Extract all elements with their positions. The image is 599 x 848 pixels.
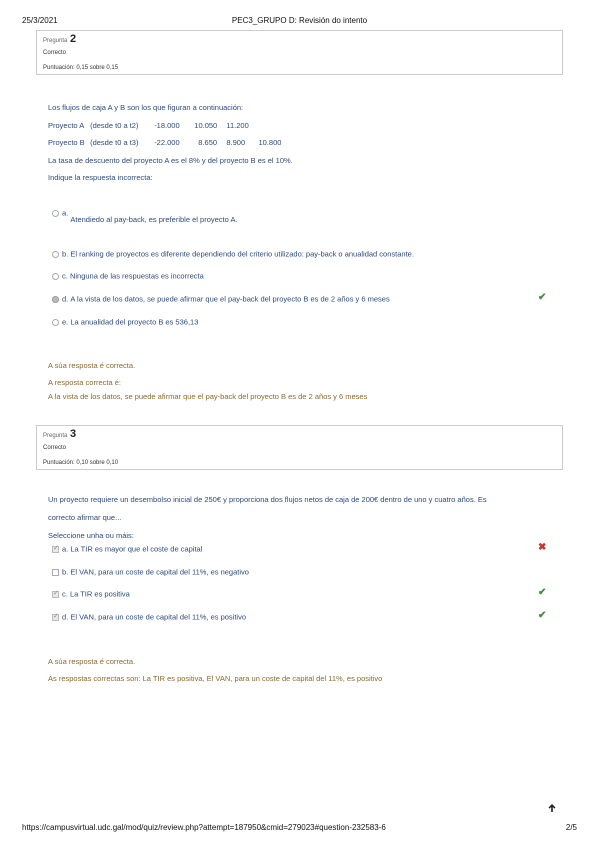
question-text-line: correcto afirmar que...: [48, 512, 122, 522]
q3-feedback: [48, 655, 382, 686]
q3-option-c[interactable]: ✓c. La TIR es positiva: [52, 589, 130, 601]
radio-button-selected[interactable]: [52, 296, 59, 303]
question-label: Pregunta: [43, 38, 68, 44]
question-2-info: [36, 30, 563, 75]
feedback-correct: A súa resposta é correcta.: [48, 361, 136, 370]
q3-option-b[interactable]: b. El VAN, para un coste de capital del 11%, es negativo: [52, 567, 249, 579]
cash-flow-row-b: Proyecto B (desde t0 a t3) -22.000 8.650 8.900 10.800: [48, 138, 282, 147]
question-label: Pregunta: [43, 433, 68, 439]
correct-check-icon: ✔: [538, 292, 547, 303]
question-text-line: Indique la respuesta incorrecta:: [48, 173, 153, 182]
checkbox-checked[interactable]: [52, 546, 59, 553]
question-text-line: Un proyecto requiere un desembolso inicial de 250€ y proporciona dos flujos netos de caja de 200€ dentro de uno y cuatro años. Es: [48, 495, 487, 504]
q2-feedback: [48, 359, 367, 404]
question-state: Correcto: [43, 445, 67, 451]
q3-option-a[interactable]: ✓a. La TIR es mayor que el coste de capital: [52, 544, 202, 556]
print-header: [22, 16, 577, 28]
q3-option-d[interactable]: ✓d. El VAN, para un coste de capital del 11%, es positivo: [52, 612, 246, 624]
question-3-text: [48, 491, 487, 526]
q2-option-a[interactable]: a. Atendiedo al pay-back, es preferible el proyecto A.: [52, 208, 238, 220]
question-2-text: [48, 99, 293, 187]
question-number: 3: [70, 428, 77, 440]
feedback-answer: A la vista de los datos, se puede afirmar que el pay-back del proyecto B es de 2 años y 6 meses: [48, 392, 368, 401]
page-url: https://campusvirtual.udc.gal/mod/quiz/review.php?attempt=187950&cmid=279023#question-232583-6: [22, 823, 386, 832]
question-grade: Puntuación: 0,15 sobre 0,15: [43, 65, 119, 71]
q2-option-d[interactable]: d. A la vista de los datos, se puede afirmar que el pay-back del proyecto B es de 2 años y 6 meses: [52, 294, 390, 306]
cash-flow-row-a: Proyecto A (desde t0 a t2) -18.000 10.050 11.200: [48, 120, 249, 130]
question-text-line: Los flujos de caja A y B son los que figuran a continuación:: [48, 103, 244, 112]
question-number: 2: [70, 33, 77, 45]
feedback-answer: As respostas correctas son: La TIR es positiva, El VAN, para un coste de capital del 11%, es positivo: [48, 674, 383, 683]
radio-button[interactable]: [52, 273, 59, 280]
radio-button[interactable]: [52, 319, 59, 326]
question-text-line: La tasa de descuento del proyecto A es el 8% y del proyecto B es el 10%.: [48, 155, 293, 165]
print-date: 25/3/2021: [22, 16, 58, 25]
feedback-answer-label: A resposta correcta é:: [48, 378, 121, 387]
incorrect-cross-icon: ✖: [538, 542, 547, 553]
radio-button[interactable]: [52, 251, 59, 258]
q2-option-b[interactable]: b. El ranking de proyectos es diferente dependiendo del criterio utilizado: pay-back o anualidad constante.: [52, 249, 414, 261]
q2-option-c[interactable]: c. Ninguna de las respuestas es incorrecta: [52, 271, 204, 283]
question-3-info: [36, 425, 563, 470]
question-grade: Puntuación: 0,10 sobre 0,10: [43, 460, 119, 466]
radio-button[interactable]: [52, 210, 59, 217]
feedback-correct: A súa resposta é correcta.: [48, 657, 136, 666]
correct-check-icon: ✔: [538, 610, 547, 621]
page-number: 2/5: [565, 823, 577, 832]
checkbox[interactable]: [52, 569, 59, 576]
question-state: Correcto: [43, 50, 67, 56]
correct-check-icon: ✔: [538, 587, 547, 598]
arrow-up-icon[interactable]: [545, 803, 559, 817]
arrow-up-icon-svg: [547, 803, 557, 813]
select-prompt: Seleccione unha ou máis:: [48, 531, 134, 540]
print-title: PEC3_GRUPO D: Revisión do intento: [231, 16, 368, 25]
q2-option-e[interactable]: e. La anualidad del proyecto B es 536,13: [52, 317, 198, 329]
checkbox-checked[interactable]: [52, 591, 59, 598]
checkbox-checked[interactable]: [52, 614, 59, 621]
